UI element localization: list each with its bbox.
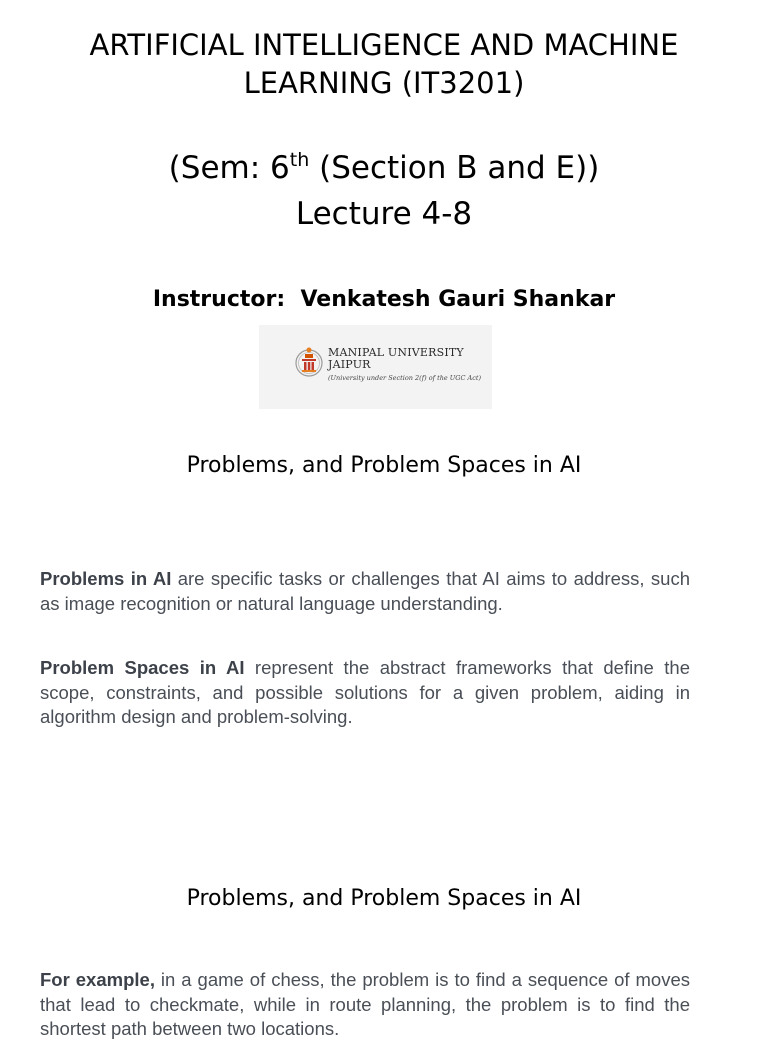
lecture-number: Lecture 4-8	[295, 196, 473, 232]
section-heading: Problems, and Problem Spaces in AI	[186, 453, 582, 478]
paragraph-text: represent the abstract frameworks that define the scope, constraints, and possible solutions for a given problem, aiding in algorithm design and problem-solving.	[40, 657, 690, 727]
university-logo	[259, 325, 492, 409]
paragraph-problem-spaces	[40, 656, 690, 730]
paragraph-problems-in-ai	[40, 567, 690, 616]
instructor-name: Instructor: Venkatesh Gauri Shankar	[152, 287, 616, 312]
semester-suffix: (Section B and E))	[309, 150, 600, 186]
logo-university-city: JAIPUR	[328, 358, 371, 371]
paragraph-lead: Problems in AI	[40, 568, 172, 589]
course-title: ARTIFICIAL INTELLIGENCE AND MACHINE LEARNING (IT3201)	[89, 28, 679, 100]
section-heading: Problems, and Problem Spaces in AI	[186, 886, 582, 911]
semester-superscript: th	[289, 149, 310, 171]
paragraph-text: in a game of chess, the problem is to find a sequence of moves that lead to checkmate, while in route planning, the problem is to find the shortest path between two locations.	[40, 969, 690, 1039]
paragraph-example	[40, 968, 690, 1042]
university-emblem-icon	[294, 345, 324, 379]
logo-university-name: MANIPAL UNIVERSITY	[328, 346, 464, 359]
paragraph-lead: For example,	[40, 969, 155, 990]
semester-prefix: (Sem: 6	[168, 150, 290, 186]
paragraph-text: are specific tasks or challenges that AI aims to address, such as image recognition or natural language understanding.	[40, 568, 690, 614]
paragraph-lead: Problem Spaces in AI	[40, 657, 245, 678]
semester-line	[40, 148, 728, 188]
logo-subtitle: (University under Section 2(f) of the UGC Act)	[328, 374, 481, 382]
